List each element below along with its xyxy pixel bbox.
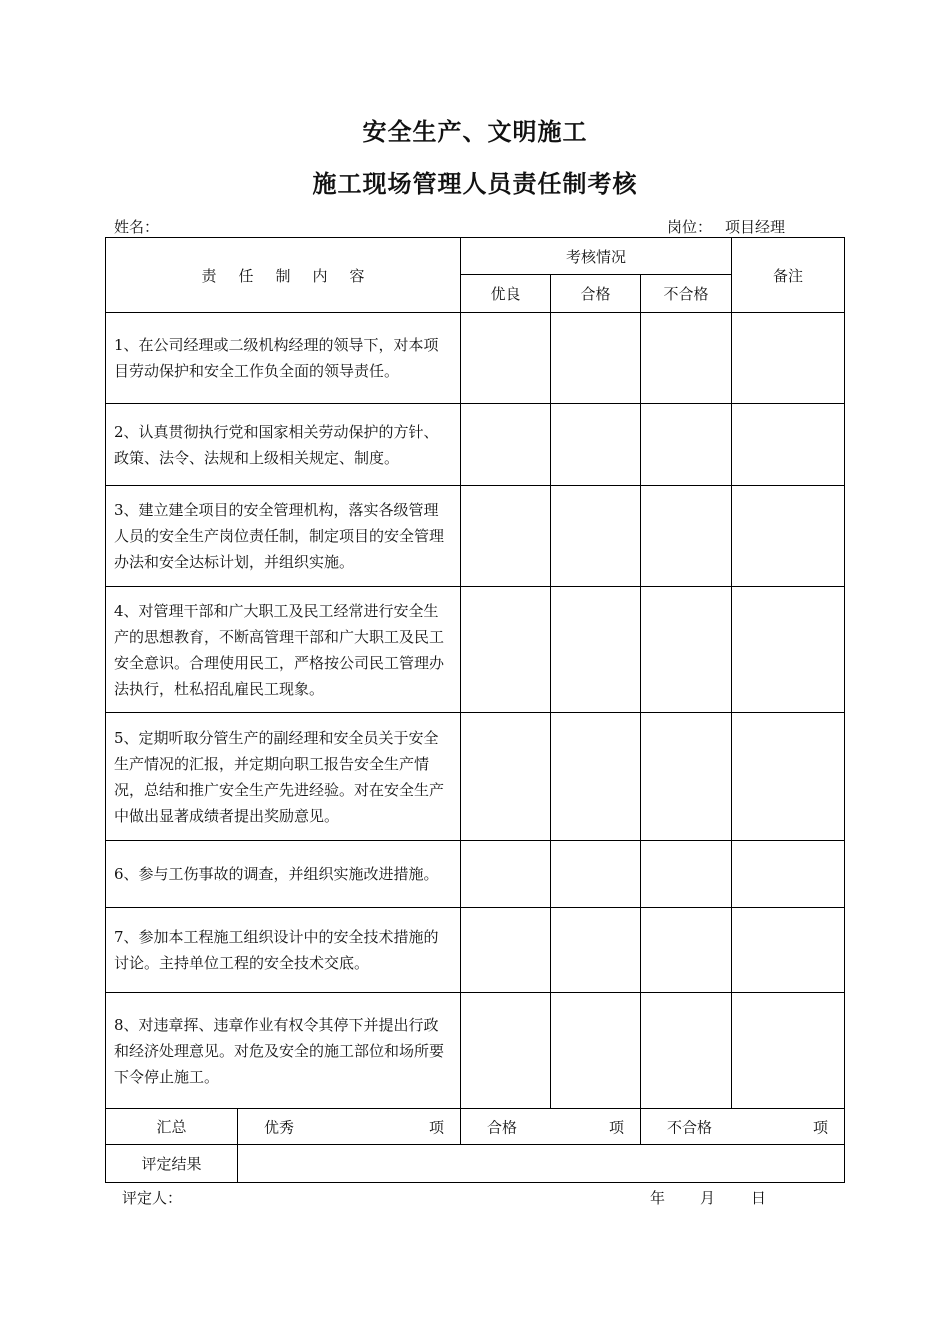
pass-cell[interactable] (551, 841, 641, 908)
remarks-cell[interactable] (732, 841, 845, 908)
document-subtitle: 施工现场管理人员责任制考核 (312, 170, 638, 198)
document-title: 安全生产、文明施工 (362, 118, 588, 146)
header-grade-pass: 合格 (551, 275, 641, 313)
summary-excellent-unit: 项 (429, 1118, 445, 1136)
responsibility-text: 6、参与工伤事故的调查，并组织实施改进措施。 (106, 841, 461, 908)
pass-cell[interactable] (551, 404, 641, 486)
table-row (106, 993, 845, 1109)
fail-cell[interactable] (641, 486, 732, 587)
assessor-label: 评定人： (122, 1189, 183, 1207)
excellent-cell[interactable] (461, 486, 551, 587)
date-day: 日 (751, 1189, 767, 1207)
responsibility-text: 8、对违章挥、违章作业有权令其停下并提出行政和经济处理意见。对危及安全的施工部位和场所要下令停止施工。 (106, 993, 461, 1109)
excellent-cell[interactable] (461, 404, 551, 486)
table-row (106, 713, 845, 841)
table-row (106, 313, 845, 404)
pass-cell[interactable] (551, 313, 641, 404)
assessment-table (105, 237, 845, 1183)
excellent-cell[interactable] (461, 908, 551, 993)
pass-cell[interactable] (551, 587, 641, 713)
summary-pass-unit: 项 (609, 1118, 625, 1136)
pass-cell[interactable] (551, 908, 641, 993)
summary-row (106, 1109, 845, 1145)
position-label: 岗位： (667, 218, 713, 236)
fail-cell[interactable] (641, 713, 732, 841)
table-row (106, 587, 845, 713)
header-grade-fail: 不合格 (641, 275, 732, 313)
summary-fail-cell[interactable] (641, 1109, 845, 1145)
remarks-cell[interactable] (732, 313, 845, 404)
excellent-cell[interactable] (461, 841, 551, 908)
responsibility-text: 1、在公司经理或二级机构经理的领导下，对本项目劳动保护和安全工作负全面的领导责任。 (106, 313, 461, 404)
summary-excellent-cell[interactable] (238, 1109, 461, 1145)
table-row (106, 404, 845, 486)
header-grade-excellent: 优良 (461, 275, 551, 313)
fail-cell[interactable] (641, 908, 732, 993)
header-content: 责任制内容 (106, 238, 461, 313)
remarks-cell[interactable] (732, 713, 845, 841)
name-label: 姓名： (114, 218, 160, 236)
result-label: 评定结果 (106, 1145, 238, 1183)
responsibility-text: 3、建立建全项目的安全管理机构，落实各级管理人员的安全生产岗位责任制，制定项目的安全管理办法和安全达标计划，并组织实施。 (106, 486, 461, 587)
header-assessment: 考核情况 (461, 238, 732, 275)
summary-fail-unit: 项 (813, 1118, 829, 1136)
responsibility-text: 2、认真贯彻执行党和国家相关劳动保护的方针、政策、法令、法规和上级相关规定、制度。 (106, 404, 461, 486)
header-remarks: 备注 (732, 238, 845, 313)
fail-cell[interactable] (641, 841, 732, 908)
pass-cell[interactable] (551, 993, 641, 1109)
position-value: 项目经理 (725, 218, 786, 236)
summary-fail-label: 不合格 (667, 1118, 713, 1136)
remarks-cell[interactable] (732, 486, 845, 587)
table-row (106, 486, 845, 587)
fail-cell[interactable] (641, 313, 732, 404)
remarks-cell[interactable] (732, 993, 845, 1109)
result-cell[interactable] (238, 1145, 845, 1183)
excellent-cell[interactable] (461, 313, 551, 404)
remarks-cell[interactable] (732, 404, 845, 486)
table-row (106, 841, 845, 908)
date-year: 年 (650, 1189, 666, 1207)
excellent-cell[interactable] (461, 713, 551, 841)
fail-cell[interactable] (641, 587, 732, 713)
table-row (106, 908, 845, 993)
date-month: 月 (700, 1189, 716, 1207)
fail-cell[interactable] (641, 993, 732, 1109)
fail-cell[interactable] (641, 404, 732, 486)
summary-excellent-label: 优秀 (264, 1118, 295, 1136)
excellent-cell[interactable] (461, 993, 551, 1109)
remarks-cell[interactable] (732, 908, 845, 993)
responsibility-text: 5、定期听取分管生产的副经理和安全员关于安全生产情况的汇报，并定期向职工报告安全生产情况，总结和推广安全生产先进经验。对在安全生产中做出显著成绩者提出奖励意见。 (106, 713, 461, 841)
summary-pass-cell[interactable] (461, 1109, 641, 1145)
result-row (106, 1145, 845, 1183)
excellent-cell[interactable] (461, 587, 551, 713)
responsibility-text: 7、参加本工程施工组织设计中的安全技术措施的讨论。主持单位工程的安全技术交底。 (106, 908, 461, 993)
summary-label: 汇总 (106, 1109, 238, 1145)
summary-pass-label: 合格 (487, 1118, 518, 1136)
remarks-cell[interactable] (732, 587, 845, 713)
pass-cell[interactable] (551, 486, 641, 587)
responsibility-text: 4、对管理干部和广大职工及民工经常进行安全生产的思想教育，不断高管理干部和广大职工及民工安全意识。合理使用民工，严格按公司民工管理办法执行，杜私招乱雇民工现象。 (106, 587, 461, 713)
pass-cell[interactable] (551, 713, 641, 841)
